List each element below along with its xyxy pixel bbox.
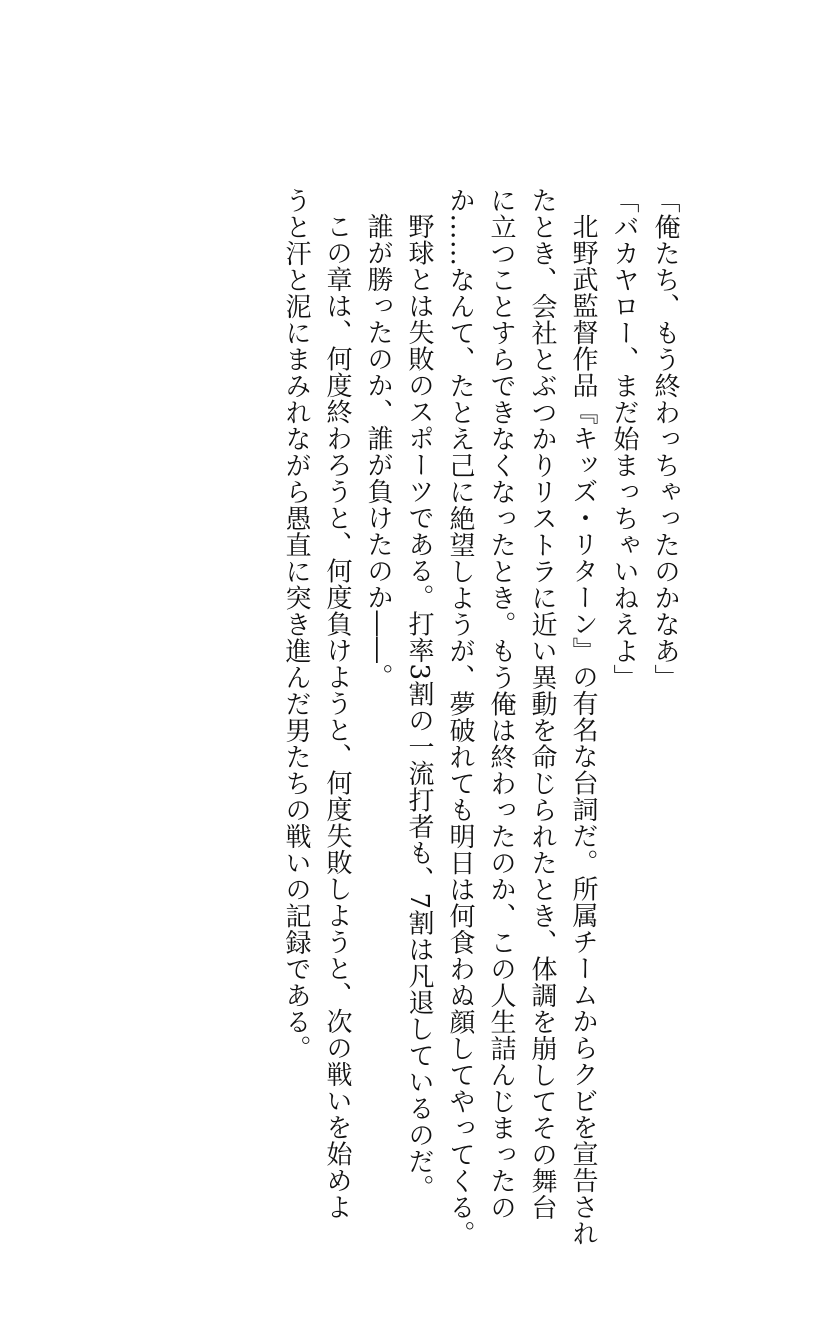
body-line-1: 北野武監督作品『キッズ・リターン』の有名な台詞だ。所属チームからクビを宣告され	[568, 213, 598, 1247]
body-line-3: に立つことすらできなくなったとき。もう俺は終わったのか、この人生詰んじまったの	[486, 187, 516, 1221]
body-line-6: 誰が勝ったのか、誰が負けたのか――。	[363, 213, 393, 690]
dialogue-line-2: 「バカヤロー、まだ始まっちゃいねえよ」	[609, 187, 639, 691]
body-line-2: たとき、会社とぶつかりリストラに近い異動を命じられたとき、体調を崩してその舞台	[527, 187, 557, 1221]
body-line-5: 野球とは失敗のスポーツである。打率3割の一流打者も、7割は凡退しているのだ。	[404, 213, 434, 1202]
body-line-7: この章は、何度終わろうと、何度負けようと、何度失敗しようと、次の戦いを始めよ	[322, 213, 352, 1220]
body-line-4: か……なんて、たとえ己に絶望しようが、夢破れても明日は何食わぬ顔してやってくる。	[445, 187, 475, 1247]
body-line-8: うと汗と泥にまみれながら愚直に突き進んだ男たちの戦いの記録である。	[281, 187, 311, 1062]
vertical-text-body	[275, 187, 685, 1247]
dialogue-line-1: 「俺たち、もう終わっちゃったのかなあ」	[650, 187, 680, 691]
